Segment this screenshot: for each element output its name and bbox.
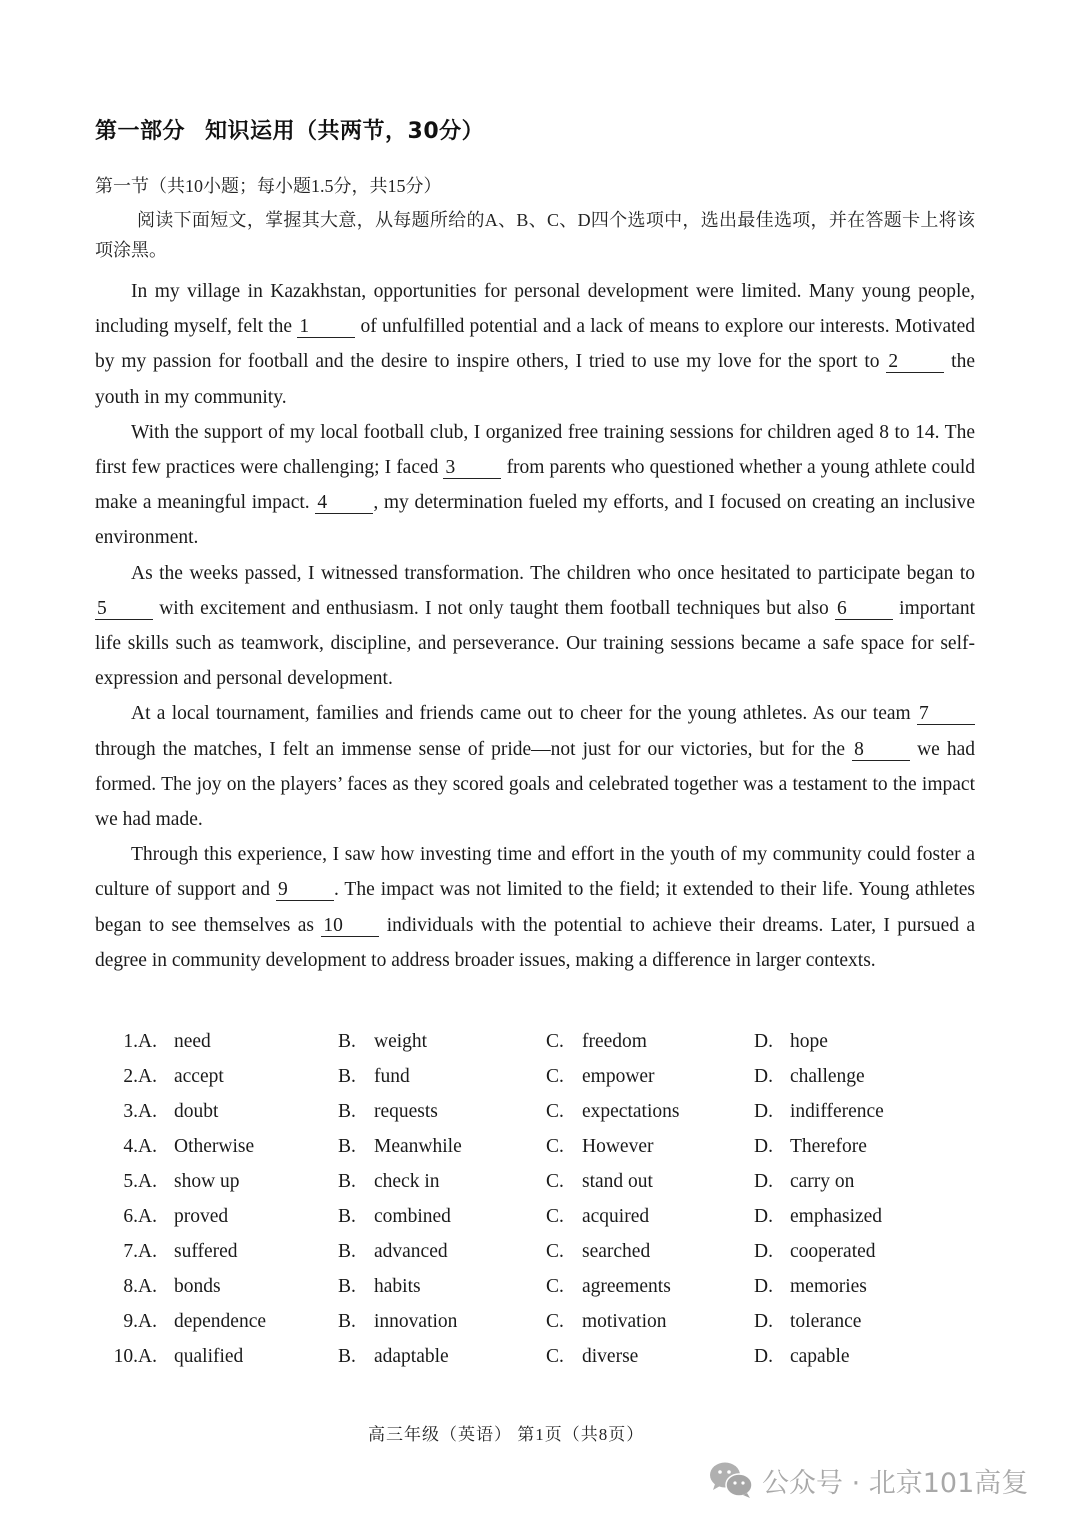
wechat-icon (708, 1460, 754, 1500)
option-letter: D. (754, 1311, 773, 1333)
option-text: expectations (582, 1100, 680, 1122)
question-number: 6. (123, 1206, 138, 1228)
option-letter: B. (338, 1065, 356, 1087)
text: At a local tournament, families and friends came out to cheer for the young athletes. As our team (131, 703, 917, 725)
option-letter: A. (138, 1100, 157, 1122)
option-letter: A. (138, 1346, 157, 1368)
blank-1: 1 (297, 317, 355, 338)
option-letter: C. (546, 1311, 564, 1333)
option-text: diverse (582, 1346, 639, 1368)
text: As the weeks passed, I witnessed transformation. The children who once hesitated to participate began to (131, 562, 975, 584)
question-number: 5. (123, 1170, 138, 1192)
option-text: suffered (174, 1241, 238, 1263)
blank-4: 4 (315, 493, 373, 514)
option-letter: B. (338, 1311, 356, 1333)
option-c (546, 1171, 754, 1193)
question-number: 9. (123, 1311, 138, 1333)
option-b (338, 1206, 546, 1228)
question-row (100, 1024, 980, 1059)
option-letter: C. (546, 1135, 564, 1157)
option-letter: D. (754, 1241, 773, 1263)
option-letter: D. (754, 1206, 773, 1228)
option-text: habits (374, 1276, 421, 1298)
option-text: challenge (790, 1065, 865, 1087)
option-letter: A. (138, 1206, 157, 1228)
option-a (138, 1136, 338, 1158)
option-letter: B. (338, 1100, 356, 1122)
option-a (138, 1276, 338, 1298)
paragraph-5 (95, 837, 975, 978)
watermark-text: 公众号 · 北京101高复 (762, 1467, 1029, 1499)
option-text: carry on (790, 1170, 855, 1192)
text: from parents who questioned whether a young athlete could make a meaningful impact. (95, 457, 976, 514)
option-text: capable (790, 1346, 850, 1368)
option-a (138, 1066, 338, 1088)
option-text: stand out (582, 1170, 653, 1192)
option-text: fund (374, 1065, 410, 1087)
option-text: weight (374, 1030, 428, 1052)
question-number: 3. (123, 1100, 138, 1122)
option-text: Meanwhile (374, 1135, 462, 1157)
option-letter: A. (138, 1241, 157, 1263)
option-letter: B. (338, 1170, 356, 1192)
option-text: accept (174, 1065, 224, 1087)
option-c (546, 1206, 754, 1228)
question-row (100, 1059, 980, 1094)
section-title: 第一节（共10小题；每小题1.5分，共15分） (95, 176, 442, 196)
question-row (100, 1235, 980, 1270)
option-letter: C. (546, 1206, 564, 1228)
option-text: bonds (174, 1276, 221, 1298)
option-letter: D. (754, 1346, 773, 1368)
part-title (95, 114, 484, 145)
question-number: 1. (123, 1030, 138, 1052)
question-row (100, 1199, 980, 1234)
option-d (754, 1171, 954, 1193)
option-letter: A. (138, 1276, 157, 1298)
option-c (546, 1066, 754, 1088)
text: With the support of my local football club, I organized free training sessions for children aged 8 to 14. The first few practices were challenging; I faced (95, 421, 975, 479)
option-d (754, 1101, 954, 1123)
option-letter: C. (546, 1346, 564, 1368)
option-d (754, 1206, 954, 1228)
question-number: 10. (113, 1346, 138, 1368)
option-letter: D. (754, 1276, 773, 1298)
option-text: cooperated (790, 1241, 876, 1263)
paragraph-2 (95, 415, 975, 556)
option-b (338, 1136, 546, 1158)
option-text: advanced (374, 1241, 448, 1263)
option-b (338, 1031, 546, 1053)
option-text: show up (174, 1170, 240, 1192)
option-text: empower (582, 1065, 655, 1087)
text: . The impact was not limited to the field; it extended to their life. Young athletes began to see themselves as (95, 879, 975, 936)
option-a (138, 1311, 338, 1333)
option-letter: A. (138, 1030, 157, 1052)
option-letter: C. (546, 1030, 564, 1052)
part-heading: 知识运用（共两节，30分） (205, 119, 485, 144)
option-c (546, 1031, 754, 1053)
option-letter: D. (754, 1135, 773, 1157)
option-b (338, 1311, 546, 1333)
option-c (546, 1241, 754, 1263)
option-text: motivation (582, 1311, 667, 1333)
page-footer: 高三年级（英语） 第1页（共8页） (368, 1425, 645, 1444)
answer-options (100, 1024, 980, 1375)
option-c (546, 1311, 754, 1333)
text: Through this experience, I saw how investing time and effort in the youth of my community could foster a culture of support and (95, 844, 975, 901)
option-b (338, 1101, 546, 1123)
question-row (100, 1270, 980, 1305)
text: of unfulfilled potential and a lack of means to explore our interests. Motivated by my passion for football and the desire to inspire others, I tried to use my love for the sport to (95, 316, 975, 373)
question-row (100, 1305, 980, 1340)
option-letter: C. (546, 1170, 564, 1192)
option-text: searched (582, 1241, 651, 1263)
option-letter: B. (338, 1346, 356, 1368)
option-text: need (174, 1030, 211, 1052)
option-d (754, 1031, 954, 1053)
option-letter: C. (546, 1276, 564, 1298)
option-b (338, 1346, 546, 1368)
option-text: qualified (174, 1346, 244, 1368)
option-a (138, 1241, 338, 1263)
option-d (754, 1066, 954, 1088)
instructions: 阅读下面短文，掌握其大意，从每题所给的A、B、C、D四个选项中，选出最佳选项，并在答题卡上将该项涂黑。 (95, 210, 975, 260)
blank-8: 8 (852, 740, 910, 761)
option-text: Therefore (790, 1135, 867, 1157)
option-letter: C. (546, 1241, 564, 1263)
question-row (100, 1129, 980, 1164)
paragraph-1 (95, 274, 975, 415)
option-a (138, 1101, 338, 1123)
option-text: emphasized (790, 1206, 883, 1228)
option-a (138, 1171, 338, 1193)
text: In my village in Kazakhstan, opportunities for personal development were limited. Many young people, including myself, felt the (95, 281, 975, 338)
option-d (754, 1346, 954, 1368)
text: important life skills such as teamwork, discipline, and perseverance. Our training sessions became a safe space for self-expression and personal development. (95, 597, 975, 690)
cloze-passage (95, 274, 975, 978)
option-letter: D. (754, 1100, 773, 1122)
option-text: doubt (174, 1100, 219, 1122)
text: , my determination fueled my efforts, and I focused on creating an inclusive environment. (95, 492, 975, 549)
text: with excitement and enthusiasm. I not only taught them football techniques but also (153, 597, 835, 619)
option-text: dependence (174, 1311, 267, 1333)
option-text: acquired (582, 1206, 650, 1228)
option-a (138, 1206, 338, 1228)
option-d (754, 1136, 954, 1158)
option-b (338, 1171, 546, 1193)
option-letter: C. (546, 1100, 564, 1122)
option-letter: A. (138, 1311, 157, 1333)
text: we had formed. The joy on the players’ faces as they scored goals and celebrated together was a testament to the impact we had made. (95, 738, 975, 831)
blank-9: 9 (276, 880, 334, 901)
option-letter: D. (754, 1030, 773, 1052)
option-letter: A. (138, 1170, 157, 1192)
watermark (708, 1460, 1028, 1500)
option-a (138, 1031, 338, 1053)
question-row (100, 1340, 980, 1375)
option-c (546, 1346, 754, 1368)
option-text: combined (374, 1206, 451, 1228)
text: individuals with the potential to achieve their dreams. Later, I pursued a degree in community development to address broader issues, making a difference in larger contexts. (95, 914, 976, 971)
option-text: innovation (374, 1311, 458, 1333)
part-label: 第一部分 (95, 119, 186, 144)
option-c (546, 1136, 754, 1158)
option-d (754, 1311, 954, 1333)
option-text: proved (174, 1206, 229, 1228)
question-number: 8. (123, 1276, 138, 1298)
paragraph-4 (95, 696, 975, 837)
question-number: 4. (123, 1135, 138, 1157)
blank-5: 5 (95, 599, 153, 620)
question-number: 7. (123, 1241, 138, 1263)
question-row (100, 1164, 980, 1199)
option-text: indifference (790, 1100, 884, 1122)
option-text: check in (374, 1170, 440, 1192)
option-b (338, 1066, 546, 1088)
option-b (338, 1276, 546, 1298)
option-text: Otherwise (174, 1135, 255, 1157)
option-text: requests (374, 1100, 438, 1122)
option-letter: B. (338, 1241, 356, 1263)
option-text: adaptable (374, 1346, 449, 1368)
blank-7: 7 (917, 704, 975, 725)
option-text: tolerance (790, 1311, 862, 1333)
text: the youth in my community. (95, 351, 975, 408)
option-text: hope (790, 1030, 828, 1052)
option-c (546, 1101, 754, 1123)
option-letter: B. (338, 1206, 356, 1228)
option-d (754, 1241, 954, 1263)
option-letter: D. (754, 1065, 773, 1087)
option-text: However (582, 1135, 654, 1157)
option-letter: A. (138, 1135, 157, 1157)
option-text: agreements (582, 1276, 671, 1298)
option-text: memories (790, 1276, 867, 1298)
paragraph-3 (95, 556, 975, 697)
option-letter: B. (338, 1135, 356, 1157)
option-letter: B. (338, 1030, 356, 1052)
option-d (754, 1276, 954, 1298)
blank-10: 10 (321, 916, 379, 937)
question-row (100, 1094, 980, 1129)
option-letter: C. (546, 1065, 564, 1087)
option-b (338, 1241, 546, 1263)
option-letter: D. (754, 1170, 773, 1192)
option-text: freedom (582, 1030, 647, 1052)
blank-3: 3 (443, 458, 501, 479)
text: through the matches, I felt an immense sense of pride—not just for our victories, but for the (95, 738, 853, 760)
option-letter: B. (338, 1276, 356, 1298)
blank-2: 2 (886, 352, 944, 373)
option-c (546, 1276, 754, 1298)
blank-6: 6 (835, 599, 893, 620)
question-number: 2. (123, 1065, 138, 1087)
option-a (138, 1346, 338, 1368)
option-letter: A. (138, 1065, 157, 1087)
